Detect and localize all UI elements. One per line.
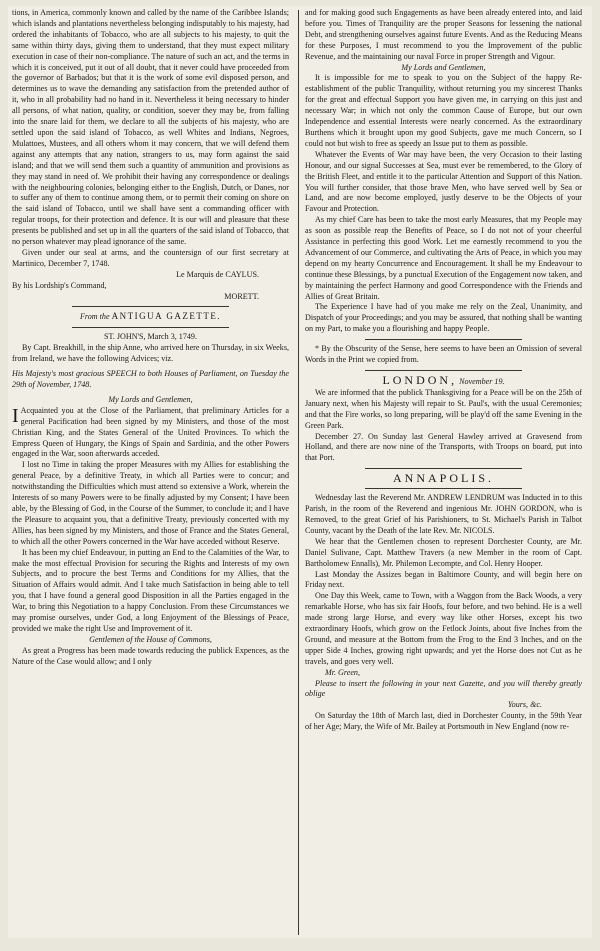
annapolis-paragraph-4: One Day this Week, came to Town, with a Waggon from the Back Woods, a very remarkable Horse, who has six fair Hoofs, four before, and two behind. He is a well made strong large Horse, and every way like other Horses, except his two extraordinary Hoofs, which grow on the Fetlock Joints, about five Inches from the Ground, and measure at the Bottom from the Frog to the End 3 Inches, and on the upper Side 4 Inches, growing right upwards; and yet the Horse does not Cut as he travels, and goes very well. [305,591,582,666]
gazette-heading-paper: ANTIGUA GAZETTE. [111,311,222,322]
column-rule [298,10,299,935]
speech-salutation-2: My Lords and Gentlemen, [401,62,486,72]
divider [365,339,522,340]
london-title: LONDON, [382,373,458,387]
speech-paragraph-3: It has been my chief Endeavour, in putting an End to the Calamities of the War, to make the most effectual Provision for securing the Rights and Interests of my own Subjects, and to procure the best Terms and Conditions for my Allies, that the Situation of Affairs would admit. And I take much Satisfaction in being able to tell you, that I have found a general good Disposition in all the Parties engaged in the War, to bring this Negotiation to a happy Conclusion. From these Circumstances we may promise ourselves, under God, a long Enjoyment of the Blessings of Peace, provided we make the right Use and Improvement of it. [12,547,289,633]
speech-continued-4: As my chief Care has been to take the most early Measures, that my People may as soon as possible reap the Benefits of Peace, so I do not not of your cheerful Assistance in perfecting this good Work. Let me earnestly recommend to you the Advancement of our Commerce, and cultivating the Arts of Peace, in which you may depend on my hearty Concurrence and Encouragement. It shall be my Endeavour to continue these Blessings, by a punctual Execution of the Engagement now taken, and by maintaining the perfect Harmony and good Correspondence with the Friends and Allies of Great Britain. [305,215,582,301]
annapolis-paragraph-1: Wednesday last the Reverend Mr. ANDREW LENDRUM was Inducted in to this Parish, in the room of the Reverend and ingenious Mr. JOHN GORDON, who is Removed, to the great Grief of his Parishioners, to St. Michael's Parish in Talbot County, vacant by the Death of the late Rev. Mr. NICOLS. [305,493,582,535]
dateline: ST. JOHN'S, March 3, 1749. [103,332,198,342]
gazette-heading [12,311,289,323]
proclamation-text: tions, in America, commonly known and called by the name of the Caribbee Islands; which islands and plantations nevertheless belonging indisputably to his majesty, had ordered the inhabitants of Tobacco, who are all subjects to his majesty, to quit the same within thirty days, giving them to understand, that they must expect military execution in case of their non-compliance. The nature of such an act, and the terms in which it is conceived, put it out of all doubt, that it never could have proceeded from the governor of Barbados; but that it is the work of some evil disposed person, and determines us to wave the demanding any satisfaction from the pretended author of it, who in all probability had no hand in it. Nevertheless it being necessary to hinder all persons, of what nation, quality, or condition, soever they may be, from falling into the snare laid for them, we declare to all the subjects of his majesty, who are settled upon the said island of Tobacco, as well Whites and Indians, Negroes, Mulattoes, Mustees, and all others whom it may concern, that we will defend them against any attempts that any nation, strangers to us, may form against the said island; and that we will send them such a quantity of ammunition and provisions as they may stand in need of. We prohibit their having any correspondence or dealings with the neighbouring colonies, belonging either to the English, Dutch, or Danes, nor to suffer any of them to continue among them, or to permit their coming on shore on the said island of Tobacco, until we shall have sent a commanding officer with regular troops, for their protection and defence. It is our will and pleasure that these presents be published and set up in all the quarters of the said island of Tobacco, that no person whatever may plead ignorance of the same. [12,8,289,247]
speech-continued-2: It is impossible for me to speak to you on the Subject of the happy Re-establishment of the public Tranquility, without returning you my sincerest Thanks for the great and effectual Support you have given me, in carrying on this just and necessary War; in which not only the common Cause of Europe, but our own Independence and essential Interests were nearly concerned. As the extraordinary Burthens which it brought upon my good Subjects, gave me much Concern, so I could not but wish to free as speedy an Issue put to them as possible. [305,73,582,148]
left-column [12,8,289,668]
secretary-name: MORETT. [224,291,259,301]
divider [72,327,229,328]
given-under-seal: Given under our seal at arms, and the countersign of our first secretary at Martinico, December 7, 1748. [12,247,289,268]
right-column [305,8,582,733]
speech-continued-1: and for making good such Engagements as have been already entered into, and laid before you. Times of Tranquility are the proper Seasons for lessening the national Debt, and strengthening ourselves against future Events. And as the Reducing Means for these Purposes, I must recommend to you the Improvement of the public Revenue, and the maintaining our naval Force in proper Strength and Vigour. [305,8,582,61]
divider [72,306,229,307]
london-paragraph-1: We are informed that the publick Thanksgiving for a Peace will be on the 25th of January next, when his Majesty will repair to St. Paul's, with the usual Ceremonies; and that the Fire works, so long preparing, will be play'd off the same Evening in the Green Park. [305,387,582,430]
signature-caylus: Le Marquis de CAYLUS. [176,269,259,279]
annapolis-paragraph-3: Last Monday the Assizes began in Baltimore County, and will begin here on Friday next. [305,569,582,590]
speech-continued-5: The Experience I have had of you make me rely on the Zeal, Unanimity, and Dispatch of your Proceedings; and you may be assured, that nothing shall be wanting on my Part, to make you a flourishing and happy People. [305,302,582,334]
speech-paragraph-1 [12,406,289,461]
commons-salutation: Gentlemen of the House of Commons, [89,634,212,644]
divider [365,370,522,371]
by-command: By his Lordship's Command, [12,280,107,290]
gazette-heading-prefix: From the [79,312,110,322]
london-paragraph-2: December 27. On Sunday last General Hawley arrived at Gravesend from Holland, and there are now nine of the Transports, with Troops on board, put into that Port. [305,431,582,463]
arrival-notice: By Capt. Breakhill, in the ship Anne, who arrived here on Thursday, in six Weeks, from Ireland, we have the following Advices; viz. [12,343,289,364]
obituary-paragraph: On Saturday the 18th of March last, died in Dorchester County, in the 59th Year of her Age; Mary, the Wife of Mr. Bailey at Portsmouth in New England (now re- [305,711,582,732]
annapolis-paragraph-2: We hear that the Gentlemen chosen to represent Dorchester County, are Mr. Daniel Sulivane, Capt. Matthew Travers (a new Member in the room of Capt. Bartholomew Ennalls), Mr. Philemon Lecompte, and Col. Henry Hooper. [305,536,582,568]
speech-title: His Majesty's most gracious SPEECH to both Houses of Parliament, on Tuesday the 29th of November, 1748. [12,369,289,389]
letter-request: Please to insert the following in your next Gazette, and you will thereby greatly oblige [305,678,582,699]
drop-cap: I [12,404,19,427]
speech-continued-3: Whatever the Events of War may have been, the very Occasion to their lasting Honour, and our signal Successes at Sea, must ever be remembered, to the Glory of the British Fleet, and entitle it to the particular Attention and Support of this Nation. You will further consider, that those brave Men, who have served well by Sea or Land, and are now become employed, justly deserve to be the Objects of your Favour and Protection. [305,149,582,214]
london-heading [305,375,582,388]
speech-paragraph-4: As great a Progress has been made towards reducing the publick Expences, as the Nature of the Case would allow; and I only [12,645,289,666]
divider [365,488,522,489]
speech-paragraph-2: I lost no Time in taking the proper Measures with my Allies for establishing the general Peace, by a definitive Treaty, in which all Parties were to concur; and notwithstanding the Difficulties which must attend so extensive a Work, wherein the Interests of so many Powers were to be finally adjusted by my Consent; I have been able, by the Blessing of God, in the Course of the Summer, to conclude it; and I have the Pleasure to acquaint you, that a definitive Treaty, previously concerted with my Allies, has been signed by my Ministers, and those of France and the States General, to which all the other Powers concerned in the War have acceded without Reserve. [12,460,289,546]
speech-salutation: My Lords and Gentlemen, [108,394,193,404]
letter-closing: Yours, &c. [507,700,542,710]
printer-note: * By the Obscurity of the Sense, here seems to have been an Omission of several Words in the Print we copied from. [305,344,582,365]
letter-addressee: Mr. Green, [325,667,360,677]
divider [365,468,522,469]
annapolis-heading: ANNAPOLIS. [392,471,494,486]
london-date: November 19. [459,377,505,386]
speech-paragraph-1-text: Acquainted you at the Close of the Parliament, that preliminary Articles for a general Pacification had been signed by my Ministers, and those of the most Christian King, and the States General of the United Provinces. To which the Empress Queen of Hungary, the Kings of Spain and Sardinia, and the other Powers engaged in the War, soon afterwards acceded. [12,405,289,459]
newspaper-page [8,6,592,938]
